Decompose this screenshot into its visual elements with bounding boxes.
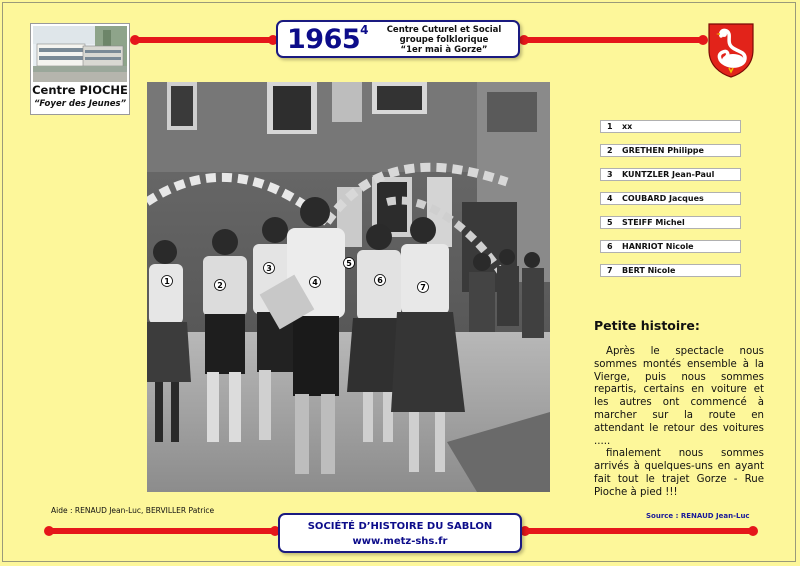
centre-pioche-logo bbox=[30, 23, 130, 115]
photo-marker-4 bbox=[310, 277, 321, 288]
bottom-red-bar-left bbox=[47, 528, 277, 534]
person-name: KUNTZLER Jean-Paul bbox=[622, 170, 715, 179]
society-name: SOCIÉTÉ D’HISTOIRE DU SABLON bbox=[307, 521, 493, 532]
logo-tagline: “Foyer des Jeunes” bbox=[33, 99, 127, 109]
aide-credit: Aide : RENAUD Jean-Luc, BERVILLER Patrice bbox=[51, 506, 215, 515]
name-row-1 bbox=[600, 120, 741, 133]
top-red-bar-left bbox=[133, 37, 275, 43]
year-title: 1965$^4$ bbox=[287, 23, 369, 55]
svg-text:3: 3 bbox=[266, 264, 272, 273]
name-number: 6 bbox=[607, 242, 613, 251]
coat-of-arms-icon bbox=[707, 22, 755, 78]
history-title: Petite histoire: bbox=[594, 318, 700, 333]
footer-box bbox=[278, 513, 522, 553]
photo-marker-7 bbox=[418, 282, 429, 293]
subtitle-line-2: groupe folklorique bbox=[399, 35, 489, 45]
folk-group-photo bbox=[147, 82, 550, 492]
society-url[interactable]: www.metz-shs.fr bbox=[352, 536, 448, 547]
logo-name: Centre PIOCHE bbox=[32, 83, 128, 97]
name-number: 5 bbox=[607, 218, 613, 227]
photo-marker-3 bbox=[264, 263, 275, 274]
person-name: GRETHEN Philippe bbox=[622, 146, 704, 155]
name-row-5 bbox=[600, 216, 741, 229]
name-row-6 bbox=[600, 240, 741, 253]
photo-marker-1 bbox=[162, 276, 173, 287]
name-number: 7 bbox=[607, 266, 613, 275]
top-red-bar-right bbox=[522, 37, 705, 43]
building-photo-icon bbox=[33, 26, 127, 82]
svg-text:7: 7 bbox=[420, 283, 426, 292]
name-row-7 bbox=[600, 264, 741, 277]
person-name: BERT Nicole bbox=[622, 266, 676, 275]
history-paragraph-1: Après le spectacle nous sommes montés ensemble à la Vierge, puis nous sommes repartis, certains en voiture et les autres ont commencé à marcher sur la route en attendant le retour des voitures ..... bbox=[594, 346, 764, 447]
name-number: 4 bbox=[607, 194, 613, 203]
photo-marker-2 bbox=[215, 280, 226, 291]
person-name: xx bbox=[622, 122, 633, 131]
title-subtitle bbox=[370, 25, 518, 55]
history-paragraph-2: finalement nous sommes arrivés à quelques-uns en ayant fait tout le trajet Gorze - Rue Pioche à pied !!! bbox=[594, 448, 764, 498]
name-number: 1 bbox=[607, 122, 613, 131]
source-credit: Source : RENAUD Jean-Luc bbox=[646, 512, 750, 520]
svg-text:4: 4 bbox=[312, 278, 318, 287]
person-name: COUBARD Jacques bbox=[622, 194, 704, 203]
name-row-4 bbox=[600, 192, 741, 205]
main-photo bbox=[147, 82, 550, 492]
names-list bbox=[600, 120, 741, 288]
title-box bbox=[276, 20, 520, 58]
person-name: HANRIOT Nicole bbox=[622, 242, 694, 251]
photo-marker-6 bbox=[375, 275, 386, 286]
photo-marker-5 bbox=[344, 258, 355, 269]
subtitle-line-3: “1er mai à Gorze” bbox=[400, 45, 488, 55]
person-name: STEIFF Michel bbox=[622, 218, 685, 227]
svg-text:1: 1 bbox=[164, 277, 170, 286]
svg-text:6: 6 bbox=[377, 276, 383, 285]
svg-text:2: 2 bbox=[217, 281, 223, 290]
history-text bbox=[594, 346, 764, 500]
name-row-2 bbox=[600, 144, 741, 157]
name-number: 2 bbox=[607, 146, 613, 155]
svg-text:5: 5 bbox=[346, 259, 352, 268]
name-row-3 bbox=[600, 168, 741, 181]
bottom-red-bar-right bbox=[523, 528, 755, 534]
name-number: 3 bbox=[607, 170, 613, 179]
subtitle-line-1: Centre Cuturel et Social bbox=[386, 25, 502, 35]
